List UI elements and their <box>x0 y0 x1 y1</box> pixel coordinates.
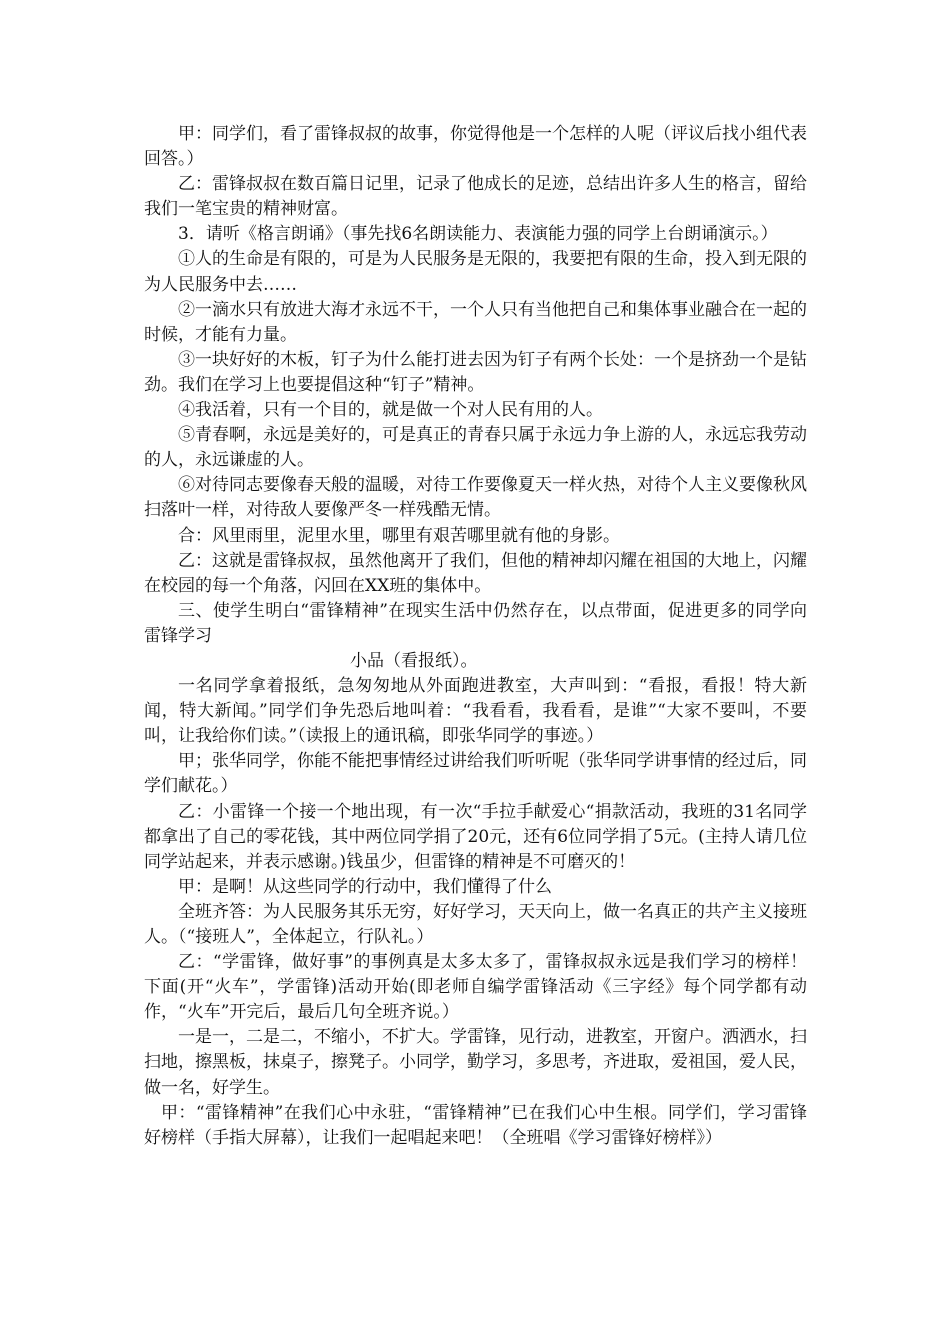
section-three-heading: 三、使学生明白“雷锋精神”在现实生活中仍然存在，以点带面，促进更多的同学向雷锋学习 <box>144 600 807 646</box>
paragraph-class-answer: 全班齐答：为人民服务其乐无穷，好好学习，天天向上，做一名真正的共产主义接班人。（“接班人”，全体起立，行队礼。） <box>144 901 807 947</box>
paragraph-yi-donation: 乙：小雷锋一个接一个地出现，有一次“手拉手献爱心“捐款活动，我班的31名同学都拿出了自己的零花钱，其中两位同学捐了20元，还有6位同学捐了5元。(主持人请几位同学站起来，并表示感谢。)钱虽少，但雷锋的精神是不可磨灭的！ <box>144 801 807 872</box>
paragraph-jia-closing: 甲：“雷锋精神”在我们心中永驻，“雷锋精神”已在我们心中生根。同学们，学习雷锋好榜样（手指大屏幕），让我们一起唱起来吧！（全班唱《学习雷锋好榜样》） <box>144 1102 807 1148</box>
motto-item-6: ⑥对待同志要像春天般的温暖，对待工作要像夏天一样火热，对待个人主义要像秋风扫落叶一样，对待敌人要像严冬一样残酷无情。 <box>144 475 807 521</box>
skit-title: 小品（看报纸）。 <box>350 650 478 671</box>
paragraph-yi-train: 乙：“学雷锋，做好事”的事例真是太多太多了，雷锋叔叔永远是我们学习的榜样！下面(开“火车”，学雷锋)活动开始(即老师自编学雷锋活动《三字经》每个同学都有动作，“火车”开完后，最后几句全班齐说。） <box>144 952 807 1023</box>
paragraph-motto-recital: 3．请听《格言朗诵》（事先找6名朗读能力、表演能力强的同学上台朗诵演示。） <box>178 224 778 245</box>
motto-item-1: ①人的生命是有限的，可是为人民服务是无限的，我要把有限的生命，投入到无限的为人民服务中去…… <box>144 249 807 295</box>
paragraph-yi-spirit: 乙：这就是雷锋叔叔，虽然他离开了我们，但他的精神却闪耀在祖国的大地上，闪耀在校园的每一个角落，闪回在XX班的集体中。 <box>144 550 807 596</box>
motto-item-4: ④我活着，只有一个目的，就是做一个对人民有用的人。 <box>178 400 603 421</box>
paragraph-he-chorus: 合：风里雨里，泥里水里，哪里有艰苦哪里就有他的身影。 <box>178 525 620 546</box>
paragraph-jia-question: 甲：同学们，看了雷锋叔叔的故事，你觉得他是一个怎样的人呢（评议后找小组代表回答。） <box>144 124 807 170</box>
document-page <box>144 122 807 1151</box>
paragraph-jia-zhanghua: 甲；张华同学，你能不能把事情经过讲给我们听听呢（张华同学讲事情的经过后，同学们献花。） <box>144 751 807 797</box>
paragraph-newspaper: 一名同学拿着报纸，急匆匆地从外面跑进教室，大声叫到：“看报，看报！特大新闻，特大新闻。”同学们争先恐后地叫着：“我看看，我看看，是谁”“大家不要叫，不要叫，让我给你们读。”（读报上的通讯稿，即张华同学的事迹。） <box>144 676 807 747</box>
paragraph-yi-diary: 乙：雷锋叔叔在数百篇日记里，记录了他成长的足迹，总结出许多人生的格言，留给我们一笔宝贵的精神财富。 <box>144 174 807 220</box>
motto-item-3: ③一块好好的木板，钉子为什么能打进去因为钉子有两个长处：一个是挤劲一个是钻劲。我们在学习上也要提倡这种“钉子”精神。 <box>144 349 807 395</box>
motto-item-5: ⑤青春啊，永远是美好的，可是真正的青春只属于永远力争上游的人，永远忘我劳动的人，永远谦虚的人。 <box>144 425 807 471</box>
paragraph-jia-learned: 甲：是啊！从这些同学的行动中，我们懂得了什么 <box>178 876 552 897</box>
motto-item-2: ②一滴水只有放进大海才永远不干，一个人只有当他把自己和集体事业融合在一起的时候，才能有力量。 <box>144 299 807 345</box>
paragraph-three-character-classic: 一是一，二是二，不缩小，不扩大。学雷锋，见行动，进教室，开窗户。洒洒水，扫扫地，擦黑板，抹桌子，擦凳子。小同学，勤学习，多思考，齐进取，爱祖国，爱人民，做一名，好学生。 <box>144 1027 807 1098</box>
